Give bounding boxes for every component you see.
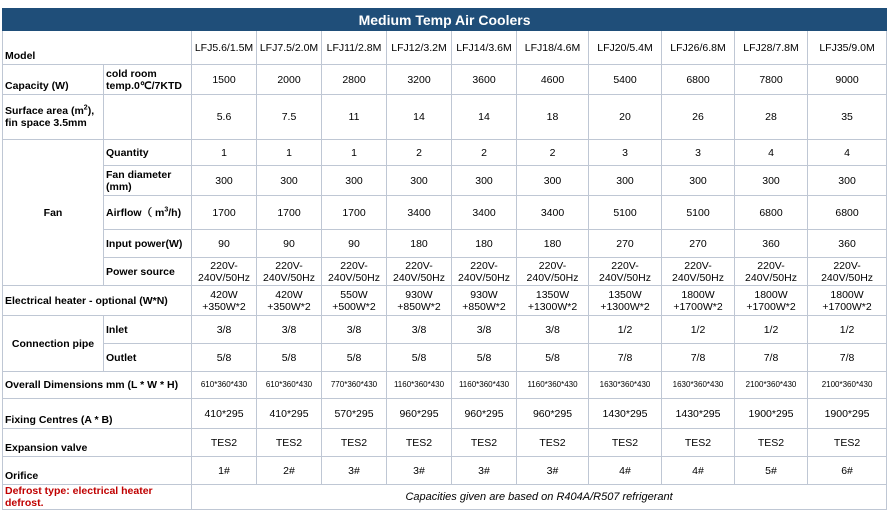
inlet-cell: 1/2 bbox=[735, 316, 808, 344]
heater-cell: 1350W +1300W*2 bbox=[517, 286, 589, 316]
heater-cell: 1800W +1700W*2 bbox=[808, 286, 887, 316]
airflow-cell: 3400 bbox=[387, 196, 452, 230]
capacity-cell: 4600 bbox=[517, 65, 589, 95]
fixing-cell: 1430*295 bbox=[662, 399, 735, 429]
outlet-cell: 7/8 bbox=[808, 344, 887, 372]
expansion-cell: TES2 bbox=[192, 429, 257, 457]
quantity-cell: 1 bbox=[192, 140, 257, 166]
dims-cell: 610*360*430 bbox=[192, 372, 257, 399]
dims-cell: 2100*360*430 bbox=[808, 372, 887, 399]
dims-cell: 1630*360*430 bbox=[662, 372, 735, 399]
model-cell: LFJ7.5/2.0M bbox=[257, 31, 322, 65]
airflow-label-text: Airflow（ m bbox=[106, 206, 165, 219]
model-cell: LFJ12/3.2M bbox=[387, 31, 452, 65]
power-source-cell: 220V-240V/50Hz bbox=[662, 258, 735, 286]
power-source-cell: 220V-240V/50Hz bbox=[452, 258, 517, 286]
table-title: Medium Temp Air Coolers bbox=[3, 9, 887, 31]
capacity-condition-label: cold room temp.0℃/7KTD bbox=[104, 65, 192, 95]
expansion-cell: TES2 bbox=[735, 429, 808, 457]
heater-cell: 930W +850W*2 bbox=[387, 286, 452, 316]
airflow-cell: 1700 bbox=[192, 196, 257, 230]
inlet-cell: 3/8 bbox=[517, 316, 589, 344]
fan-diameter-cell: 300 bbox=[735, 166, 808, 196]
airflow-cell: 6800 bbox=[735, 196, 808, 230]
outlet-row bbox=[3, 344, 887, 372]
dims-row bbox=[3, 372, 887, 399]
fixing-cell: 960*295 bbox=[452, 399, 517, 429]
quantity-cell: 2 bbox=[387, 140, 452, 166]
fixing-cell: 1430*295 bbox=[589, 399, 662, 429]
expansion-cell: TES2 bbox=[589, 429, 662, 457]
expansion-row bbox=[3, 429, 887, 457]
expansion-cell: TES2 bbox=[808, 429, 887, 457]
model-cell: LFJ5.6/1.5M bbox=[192, 31, 257, 65]
model-label: Model bbox=[3, 31, 192, 65]
heater-cell: 1800W +1700W*2 bbox=[735, 286, 808, 316]
power-source-label: Power source bbox=[104, 258, 192, 286]
orifice-cell: 6# bbox=[808, 457, 887, 485]
airflow-label-sup: 3 bbox=[164, 206, 169, 213]
dims-cell: 1630*360*430 bbox=[589, 372, 662, 399]
input-power-cell: 360 bbox=[735, 230, 808, 258]
orifice-cell: 3# bbox=[322, 457, 387, 485]
inlet-cell: 3/8 bbox=[322, 316, 387, 344]
quantity-cell: 4 bbox=[735, 140, 808, 166]
fixing-cell: 410*295 bbox=[192, 399, 257, 429]
fan-diameter-cell: 300 bbox=[808, 166, 887, 196]
quantity-cell: 1 bbox=[257, 140, 322, 166]
input-power-cell: 90 bbox=[192, 230, 257, 258]
heater-cell: 420W +350W*2 bbox=[257, 286, 322, 316]
input-power-cell: 270 bbox=[589, 230, 662, 258]
capacity-cell: 7800 bbox=[735, 65, 808, 95]
power-source-cell: 220V-240V/50Hz bbox=[192, 258, 257, 286]
model-cell: LFJ35/9.0M bbox=[808, 31, 887, 65]
expansion-valve-label: Expansion valve bbox=[3, 429, 192, 457]
orifice-cell: 3# bbox=[387, 457, 452, 485]
power-source-cell: 220V-240V/50Hz bbox=[589, 258, 662, 286]
connection-pipe-label: Connection pipe bbox=[3, 316, 104, 372]
fan-diameter-cell: 300 bbox=[662, 166, 735, 196]
power-source-cell: 220V-240V/50Hz bbox=[322, 258, 387, 286]
outlet-cell: 7/8 bbox=[735, 344, 808, 372]
surface-cell: 14 bbox=[387, 95, 452, 140]
airflow-cell: 3400 bbox=[452, 196, 517, 230]
dims-cell: 770*360*430 bbox=[322, 372, 387, 399]
quantity-cell: 4 bbox=[808, 140, 887, 166]
inlet-cell: 1/2 bbox=[662, 316, 735, 344]
capacity-cell: 9000 bbox=[808, 65, 887, 95]
outlet-cell: 5/8 bbox=[452, 344, 517, 372]
inlet-cell: 1/2 bbox=[589, 316, 662, 344]
model-row bbox=[3, 31, 887, 65]
fixing-cell: 1900*295 bbox=[735, 399, 808, 429]
surface-area-label bbox=[3, 95, 104, 140]
capacity-cell: 3200 bbox=[387, 65, 452, 95]
defrost-type-note: Defrost type: electrical heater defrost. bbox=[3, 485, 192, 510]
footer-row bbox=[3, 485, 887, 510]
surface-label-text: Surface area (m bbox=[5, 105, 84, 117]
expansion-cell: TES2 bbox=[517, 429, 589, 457]
capacity-cell: 5400 bbox=[589, 65, 662, 95]
expansion-cell: TES2 bbox=[387, 429, 452, 457]
model-cell: LFJ20/5.4M bbox=[589, 31, 662, 65]
fixing-cell: 410*295 bbox=[257, 399, 322, 429]
outlet-label: Outlet bbox=[104, 344, 192, 372]
model-cell: LFJ18/4.6M bbox=[517, 31, 589, 65]
fixing-cell: 1900*295 bbox=[808, 399, 887, 429]
model-cell: LFJ14/3.6M bbox=[452, 31, 517, 65]
capacity-cell: 2000 bbox=[257, 65, 322, 95]
surface-cell: 7.5 bbox=[257, 95, 322, 140]
fan-diameter-cell: 300 bbox=[387, 166, 452, 196]
quantity-cell: 2 bbox=[517, 140, 589, 166]
dims-cell: 1160*360*430 bbox=[517, 372, 589, 399]
input-power-cell: 180 bbox=[452, 230, 517, 258]
orifice-cell: 1# bbox=[192, 457, 257, 485]
inlet-cell: 3/8 bbox=[387, 316, 452, 344]
surface-cell: 14 bbox=[452, 95, 517, 140]
orifice-cell: 3# bbox=[452, 457, 517, 485]
fixing-centres-label: Fixing Centres (A * B) bbox=[3, 399, 192, 429]
quantity-label: Quantity bbox=[104, 140, 192, 166]
airflow-cell: 6800 bbox=[808, 196, 887, 230]
dims-cell: 1160*360*430 bbox=[387, 372, 452, 399]
quantity-cell: 1 bbox=[322, 140, 387, 166]
orifice-row bbox=[3, 457, 887, 485]
quantity-cell: 2 bbox=[452, 140, 517, 166]
fan-diameter-cell: 300 bbox=[322, 166, 387, 196]
power-source-cell: 220V-240V/50Hz bbox=[735, 258, 808, 286]
dims-cell: 2100*360*430 bbox=[735, 372, 808, 399]
heater-cell: 1800W +1700W*2 bbox=[662, 286, 735, 316]
fan-diameter-cell: 300 bbox=[589, 166, 662, 196]
fan-diameter-label: Fan diameter (mm) bbox=[104, 166, 192, 196]
orifice-cell: 4# bbox=[662, 457, 735, 485]
outlet-cell: 5/8 bbox=[192, 344, 257, 372]
input-power-cell: 180 bbox=[387, 230, 452, 258]
inlet-row bbox=[3, 316, 887, 344]
fan-diameter-cell: 300 bbox=[257, 166, 322, 196]
orifice-cell: 2# bbox=[257, 457, 322, 485]
capacity-cell: 6800 bbox=[662, 65, 735, 95]
orifice-cell: 3# bbox=[517, 457, 589, 485]
fixing-cell: 570*295 bbox=[322, 399, 387, 429]
dims-cell: 610*360*430 bbox=[257, 372, 322, 399]
airflow-label-post: /h) bbox=[168, 206, 182, 219]
surface-cell: 5.6 bbox=[192, 95, 257, 140]
model-cell: LFJ11/2.8M bbox=[322, 31, 387, 65]
fan-diameter-cell: 300 bbox=[517, 166, 589, 196]
refrigerant-note: Capacities given are based on R404A/R507 refrigerant bbox=[192, 485, 887, 510]
airflow-label bbox=[104, 196, 192, 230]
surface-label-line2: fin space 3.5mm bbox=[5, 117, 87, 129]
input-power-cell: 90 bbox=[322, 230, 387, 258]
input-power-cell: 180 bbox=[517, 230, 589, 258]
fan-diameter-cell: 300 bbox=[192, 166, 257, 196]
fan-diameter-row bbox=[3, 166, 887, 196]
heater-cell: 550W +500W*2 bbox=[322, 286, 387, 316]
inlet-cell: 1/2 bbox=[808, 316, 887, 344]
dimensions-label: Overall Dimensions mm (L * W * H) bbox=[3, 372, 192, 399]
outlet-cell: 5/8 bbox=[322, 344, 387, 372]
air-cooler-spec-sheet bbox=[2, 8, 886, 510]
dims-cell: 1160*360*430 bbox=[452, 372, 517, 399]
surface-cell: 20 bbox=[589, 95, 662, 140]
model-cell: LFJ28/7.8M bbox=[735, 31, 808, 65]
capacity-cell: 3600 bbox=[452, 65, 517, 95]
surface-cell: 11 bbox=[322, 95, 387, 140]
expansion-cell: TES2 bbox=[452, 429, 517, 457]
blank-cell bbox=[104, 95, 192, 140]
airflow-cell: 3400 bbox=[517, 196, 589, 230]
input-power-cell: 270 bbox=[662, 230, 735, 258]
orifice-cell: 4# bbox=[589, 457, 662, 485]
surface-cell: 26 bbox=[662, 95, 735, 140]
surface-cell: 28 bbox=[735, 95, 808, 140]
inlet-cell: 3/8 bbox=[192, 316, 257, 344]
title-row bbox=[3, 9, 887, 31]
surface-cell: 18 bbox=[517, 95, 589, 140]
capacity-cell: 1500 bbox=[192, 65, 257, 95]
heater-row bbox=[3, 286, 887, 316]
surface-label-post: ), bbox=[87, 105, 95, 117]
expansion-cell: TES2 bbox=[662, 429, 735, 457]
airflow-cell: 1700 bbox=[257, 196, 322, 230]
power-source-row bbox=[3, 258, 887, 286]
fixing-cell: 960*295 bbox=[517, 399, 589, 429]
surface-row bbox=[3, 95, 887, 140]
fixing-cell: 960*295 bbox=[387, 399, 452, 429]
heater-cell: 930W +850W*2 bbox=[452, 286, 517, 316]
input-power-row bbox=[3, 230, 887, 258]
outlet-cell: 7/8 bbox=[662, 344, 735, 372]
inlet-label: Inlet bbox=[104, 316, 192, 344]
expansion-cell: TES2 bbox=[257, 429, 322, 457]
airflow-cell: 5100 bbox=[662, 196, 735, 230]
surface-cell: 35 bbox=[808, 95, 887, 140]
fixing-row bbox=[3, 399, 887, 429]
orifice-cell: 5# bbox=[735, 457, 808, 485]
quantity-cell: 3 bbox=[662, 140, 735, 166]
heater-cell: 1350W +1300W*2 bbox=[589, 286, 662, 316]
airflow-cell: 1700 bbox=[322, 196, 387, 230]
quantity-cell: 3 bbox=[589, 140, 662, 166]
input-power-cell: 90 bbox=[257, 230, 322, 258]
power-source-cell: 220V-240V/50Hz bbox=[808, 258, 887, 286]
airflow-cell: 5100 bbox=[589, 196, 662, 230]
heater-cell: 420W +350W*2 bbox=[192, 286, 257, 316]
power-source-cell: 220V-240V/50Hz bbox=[257, 258, 322, 286]
expansion-cell: TES2 bbox=[322, 429, 387, 457]
outlet-cell: 5/8 bbox=[257, 344, 322, 372]
heater-label: Electrical heater - optional (W*N) bbox=[3, 286, 192, 316]
surface-label-sup: 2 bbox=[83, 104, 88, 112]
input-power-cell: 360 bbox=[808, 230, 887, 258]
power-source-cell: 220V-240V/50Hz bbox=[517, 258, 589, 286]
inlet-cell: 3/8 bbox=[452, 316, 517, 344]
capacity-label: Capacity (W) bbox=[3, 65, 104, 95]
outlet-cell: 5/8 bbox=[387, 344, 452, 372]
power-source-cell: 220V-240V/50Hz bbox=[387, 258, 452, 286]
inlet-cell: 3/8 bbox=[257, 316, 322, 344]
capacity-cell: 2800 bbox=[322, 65, 387, 95]
airflow-row bbox=[3, 196, 887, 230]
model-cell: LFJ26/6.8M bbox=[662, 31, 735, 65]
capacity-row bbox=[3, 65, 887, 95]
spec-table bbox=[2, 8, 887, 510]
input-power-label: Input power(W) bbox=[104, 230, 192, 258]
outlet-cell: 7/8 bbox=[589, 344, 662, 372]
outlet-cell: 5/8 bbox=[517, 344, 589, 372]
quantity-row bbox=[3, 140, 887, 166]
fan-group-label: Fan bbox=[3, 140, 104, 286]
orifice-label: Orifice bbox=[3, 457, 192, 485]
fan-diameter-cell: 300 bbox=[452, 166, 517, 196]
